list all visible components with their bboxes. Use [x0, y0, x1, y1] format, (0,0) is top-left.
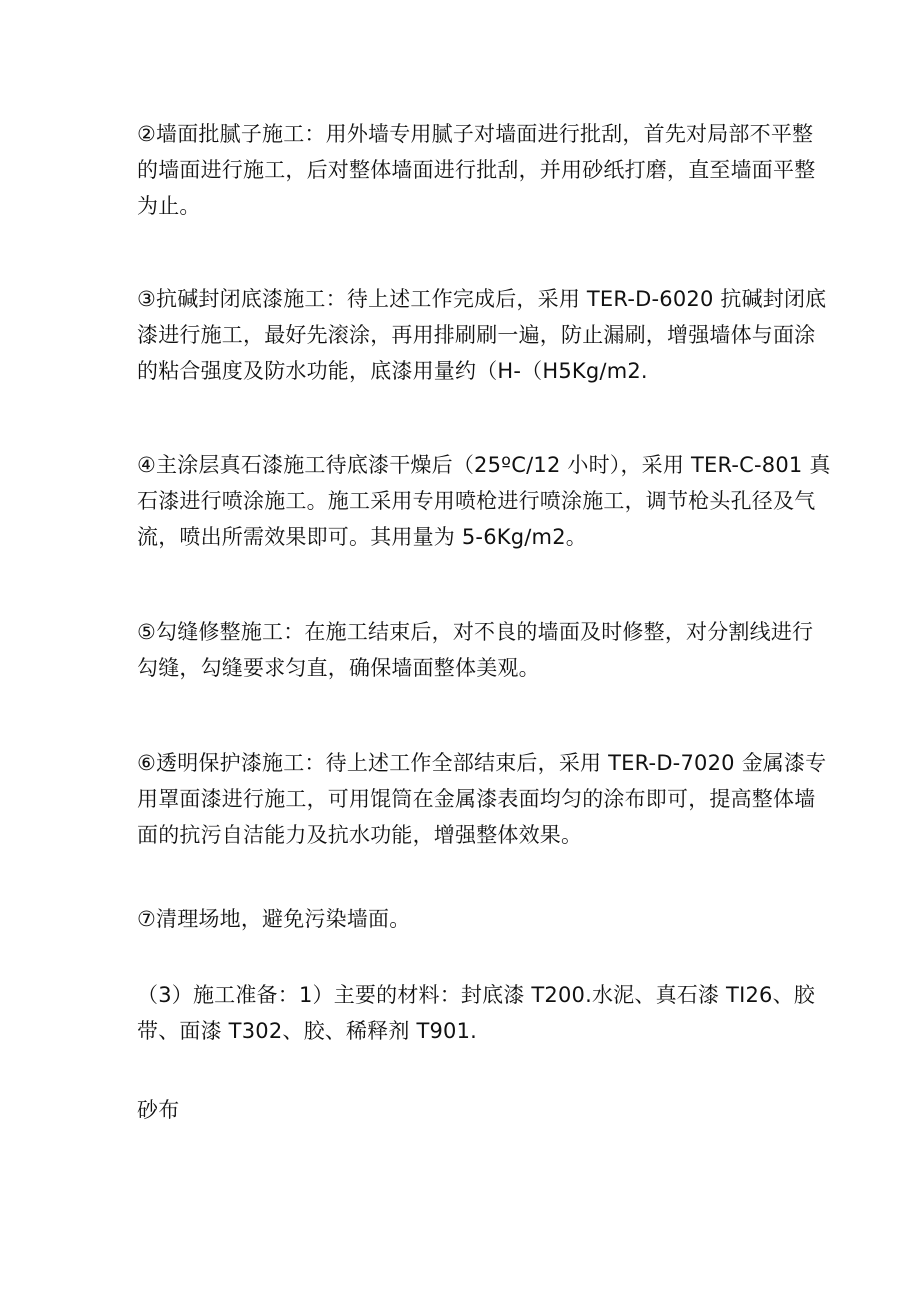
paragraph-preparation-materials	[137, 977, 815, 1049]
text-line: 勾缝，勾缝要求匀直，确保墙面整体美观。	[137, 656, 540, 680]
text-line: ⑦清理场地，避免污染墙面。	[137, 907, 411, 931]
paragraph-joint-repair	[137, 614, 814, 686]
text-line: 漆进行施工，最好先滚涂，再用排刷刷一遍，防止漏刷，增强墙体与面涂	[137, 323, 816, 347]
paragraph-clear-coat	[137, 745, 827, 853]
text-line: 的粘合强度及防水功能，底漆用量约（H-（H5Kg∕m2.	[137, 359, 648, 383]
text-line: ②墙面批腻子施工：用外墙专用腻子对墙面进行批刮，首先对局部不平整	[137, 122, 814, 146]
text-line: 的墙面进行施工，后对整体墙面进行批刮，并用砂纸打磨，直至墙面平整	[137, 158, 816, 182]
text-line: 用罩面漆进行施工，可用馄筒在金属漆表面均匀的涂布即可，提高整体墙	[137, 787, 816, 811]
text-line: 砂布	[137, 1098, 180, 1122]
paragraph-site-cleanup	[137, 901, 797, 937]
paragraph-sandcloth	[137, 1092, 797, 1128]
text-line: 面的抗污自洁能力及抗水功能，增强整体效果。	[137, 823, 583, 847]
text-line: ⑥透明保护漆施工：待上述工作全部结束后，采用 TER-D-7020 金属漆专	[137, 751, 827, 775]
text-line: 流，喷出所需效果即可。其用量为 5-6Kg∕m2。	[137, 525, 587, 549]
paragraph-primer-application	[137, 281, 827, 389]
text-line: ⑤勾缝修整施工：在施工结束后，对不良的墙面及时修整，对分割线进行	[137, 620, 814, 644]
text-line: ③抗碱封闭底漆施工：待上述工作完成后，采用 TER-D-6020 抗碱封闭底	[137, 287, 827, 311]
text-line: 带、面漆 T302、胶、稀释剂 T901.	[137, 1019, 478, 1043]
text-line: 石漆进行喷涂施工。施工采用专用喷枪进行喷涂施工，调节枪头孔径及气	[137, 489, 816, 513]
paragraph-putty-application	[137, 116, 816, 224]
text-line: ④主涂层真石漆施工待底漆干燥后（25ºC∕12 小时），采用 TER-C-801 真	[137, 453, 831, 477]
text-line: （3）施工准备：1）主要的材料：封底漆 T200.水泥、真石漆 TI26、胶	[137, 983, 815, 1007]
text-line: 为止。	[137, 194, 201, 218]
paragraph-stone-paint-application	[137, 447, 831, 555]
